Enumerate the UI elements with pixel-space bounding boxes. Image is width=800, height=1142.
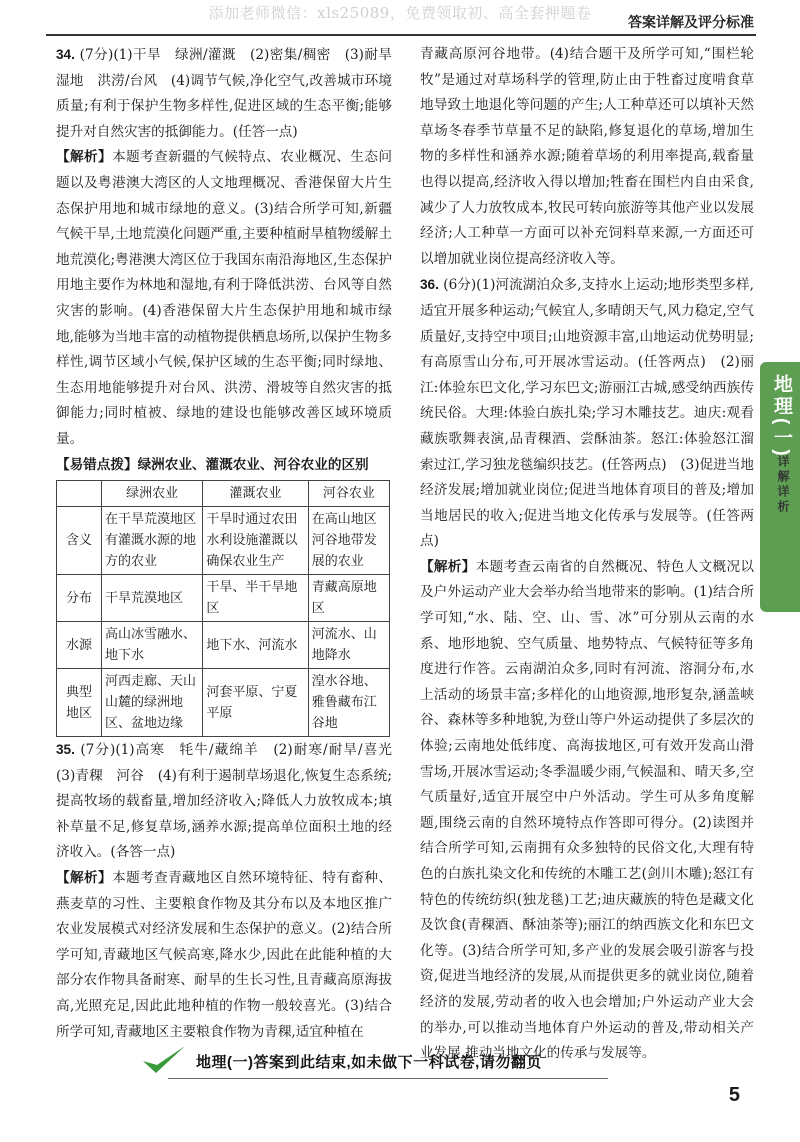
header-title: 答案详解及评分标准 [628, 15, 754, 31]
table-cell: 在高山地区河谷地带发展的农业 [308, 507, 389, 575]
table-row-head: 典型地区 [57, 669, 102, 737]
q35-analysis-label: 【解析】 [56, 870, 113, 887]
page-number: 5 [728, 1084, 740, 1106]
table-cell: 干旱、半干旱地区 [203, 575, 308, 622]
q36-analysis-text: 本题考查云南省的自然概况、特色人文概况以及户外运动产业大会举办给当地带来的影响。(1)结合所学可知,“水、陆、空、山、雪、冰”可分别从云南的水系、地形地貌、空气质量、地势特点、气候特征等多角度进行作答。云南湖泊众多,同时有河流、溶洞分布,水上活动的场景丰富;多样化的山地资源,地形复杂,涵盖峡谷、森林等多种地貌,为登山等户外运动提供了多层次的体验;云南地处低纬度、高海拔地区,可有效开发高山滑雪场,开展冰雪运动;冬季温暖少雨,气候温和、晴天多,空气质量好,适宜开展空中户外活动。学生可从多角度解题,围绕云南的自然环境特点作答即可得分。(2)读图并结合所学可知,云南拥有众多独特的民俗文化,大理有特色的白族扎染文化和传统的木雕工艺(剑川木雕);怒江有特色的传统纺织(独龙毯)工艺;迪庆藏族的特色是藏文化及饮食(青稞酒、酥油茶等);丽江的纳西族文化和东巴文化等。(3)结合所学可知,多产业的发展会吸引游客与投资,促进当地经济的发展,从而提供更多的就业岗位,随着经济的发展,劳动者的收入也会增加;户外运动产业大会的举办,可以推动当地体育户外运动的普及,带动相关产业发展,推动当地文化的传承与发展等。 [420, 558, 755, 1062]
q34-tip [56, 453, 392, 479]
q34-answer-text: (7分)(1)干旱 绿洲/灌溉 (2)密集/稠密 (3)耐旱 湿地 洪涝/台风 (4)调节气候,净化空气,改善城市环境质量;有利于保护生物多样性,促进区域的生态平衡;能够提升对自然灾害的抵御能力。(任答一点) [56, 47, 406, 140]
agriculture-comparison-table [56, 480, 390, 737]
left-column [56, 42, 406, 1045]
q36-answer [420, 272, 754, 555]
footer-text: 地理(一)答案到此结束,如未做下一科试卷,请勿翻页 [196, 1054, 542, 1071]
q35-answer [56, 737, 406, 866]
table-header-cell [57, 481, 102, 507]
subject-label: 地理(一) [771, 374, 792, 459]
q36-analysis-label: 【解析】 [420, 558, 476, 575]
table-cell: 在干旱荒漠地区有灌溉水源的地方的农业 [102, 507, 203, 575]
table-row [57, 669, 390, 737]
table-header-cell: 灌溉农业 [203, 481, 308, 507]
table-cell: 河套平原、宁夏平原 [203, 669, 308, 737]
checkmark-icon [140, 1043, 188, 1077]
q34-analysis [56, 145, 392, 452]
q34-analysis-text: 本题考查新疆的气候特点、农业概况、生态问题以及粤港澳大湾区的人文地理概况、香港保留大片生态保护用地和城市绿地的意义。(3)结合所学可知,新疆气候干旱,土地荒漠化问题严重,主要种植耐旱植物缓解土地荒漠化;粤港澳大湾区位于我国东南沿海地区,生态保护用地主要作为林地和湿地,有利于降低洪涝、台风等自然灾害的影响。(4)香港保留大片生态保护用地和城市绿地,能够为当地丰富的动植物提供栖息场所,以保护生物多样性,调节区域小气候,保护区域的生态平衡;同时绿地、生态用地能够提升对台风、洪涝、滑坡等自然灾害的抵御能力;同时植被、绿地的建设也能够改善区域环境质量。 [56, 149, 393, 447]
q35-answer-text: (7分)(1)高寒 牦牛/藏绵羊 (2)耐寒/耐旱/喜光 (3)青稞 河谷 (4)有利于遏制草场退化,恢复生态系统;提高牧场的载畜量,增加经济收入;降低人力放牧成本;填补草量不足,修复草场,涵养水源;提高单位面积土地的经济收入。(各答一点) [56, 742, 406, 861]
q34-tip-label: 【易错点拨】 [56, 456, 138, 473]
q34-number: 34. [56, 47, 75, 62]
q35-analysis-continued: 青藏高原河谷地带。(4)结合题干及所学可知,“围栏轮牧”是通过对草场科学的管理,防止由于牲畜过度啃食草地导致土地退化等问题的产生;人工种草还可以填补天然草场冬春季节草量不足的缺陷,修复退化的草场,增加生物的多样性和涵养水源;随着草场的利用率提高,载畜量也得以提高,经济收入得以增加;牲畜在围栏内自由采食,减少了人力放牧成本,牧民可转向旅游等其他产业以发展经济;人工种草一方面可以补充饲料草来源,一方面还可以增加就业岗位提高经济收入等。 [420, 46, 754, 267]
table-row [57, 622, 390, 669]
table-cell: 河西走廊、天山山麓的绿洲地区、盆地边缘 [102, 669, 203, 737]
q36-number: 36. [420, 277, 439, 293]
q34-tip-title: 绿洲农业、灌溉农业、河谷农业的区别 [137, 456, 369, 473]
q35-number: 35. [56, 742, 75, 758]
section-label: 详解详析 [776, 455, 790, 515]
table-cell: 地下水、河流水 [203, 622, 308, 669]
right-column [420, 42, 754, 1067]
table-row-head: 水源 [57, 622, 102, 669]
table-cell: 高山冰雪融水、地下水 [102, 622, 203, 669]
q34-answer [56, 42, 406, 145]
table-row [57, 507, 390, 575]
q35-analysis [56, 866, 392, 1045]
table-header-cell: 河谷农业 [308, 481, 389, 507]
table-cell: 河流水、山地降水 [308, 622, 389, 669]
q35-analysis-text: 本题考查青藏地区自然环境特征、特有畜种、燕麦草的习性、主要粮食作物及其分布以及本地区推广农业发展模式对经济发展和生态保护的意义。(2)结合所学可知,青藏地区气候高寒,降水少,因此在此能种植的大部分农作物具备耐寒、耐旱的生长习性,且青藏高原海拔高,光照充足,因此此地种植的作物一般较喜光。(3)结合所学可知,青藏地区主要粮食作物为青稞,适宜种植在 [56, 870, 393, 1040]
watermark-text: 添加老师微信：xls25089，免费领取初、高全套押题卷 [208, 4, 592, 22]
table-cell: 干旱时通过农田水利设施灌溉以确保农业生产 [203, 507, 308, 575]
table-cell: 湟水谷地、雅鲁藏布江谷地 [308, 669, 389, 737]
q36-analysis [420, 555, 754, 1067]
header-divider [46, 34, 756, 36]
footer-underline [168, 1078, 608, 1079]
q36-answer-text: (6分)(1)河流湖泊众多,支持水上运动;地形类型多样,适宜开展多种运动;气候宜人,多晴朗天气,风力稳定,空气质量好,支持空中项目;山地资源丰富,山地运动优势明显;有高原雪山分布,可开展冰雪运动。(任答两点) (2)丽江:体验东巴文化,学习东巴文;游丽江古城,感受纳西族传统民俗。大理:体验白族扎染;学习木雕技艺。迪庆:观看藏族歌舞表演,品青稞酒、尝酥油茶。怒江:体验怒江溜索过江,学习独龙毯编织技艺。(任答两点) (3)促进当地经济发展;增加就业岗位;促进当地体育项目的普及;增加当地居民的收入;促进当地文化传承与发展等。(任答两点) [420, 277, 754, 550]
table-row-head: 分布 [57, 575, 102, 622]
table-cell: 干旱荒漠地区 [102, 575, 203, 622]
q34-analysis-label: 【解析】 [56, 149, 113, 166]
table-row-head: 含义 [57, 507, 102, 575]
footer-banner [140, 1047, 640, 1077]
table-row [57, 575, 390, 622]
table-header-cell: 绿洲农业 [102, 481, 203, 507]
table-cell: 青藏高原地区 [308, 575, 389, 622]
table-header-row [57, 481, 390, 507]
